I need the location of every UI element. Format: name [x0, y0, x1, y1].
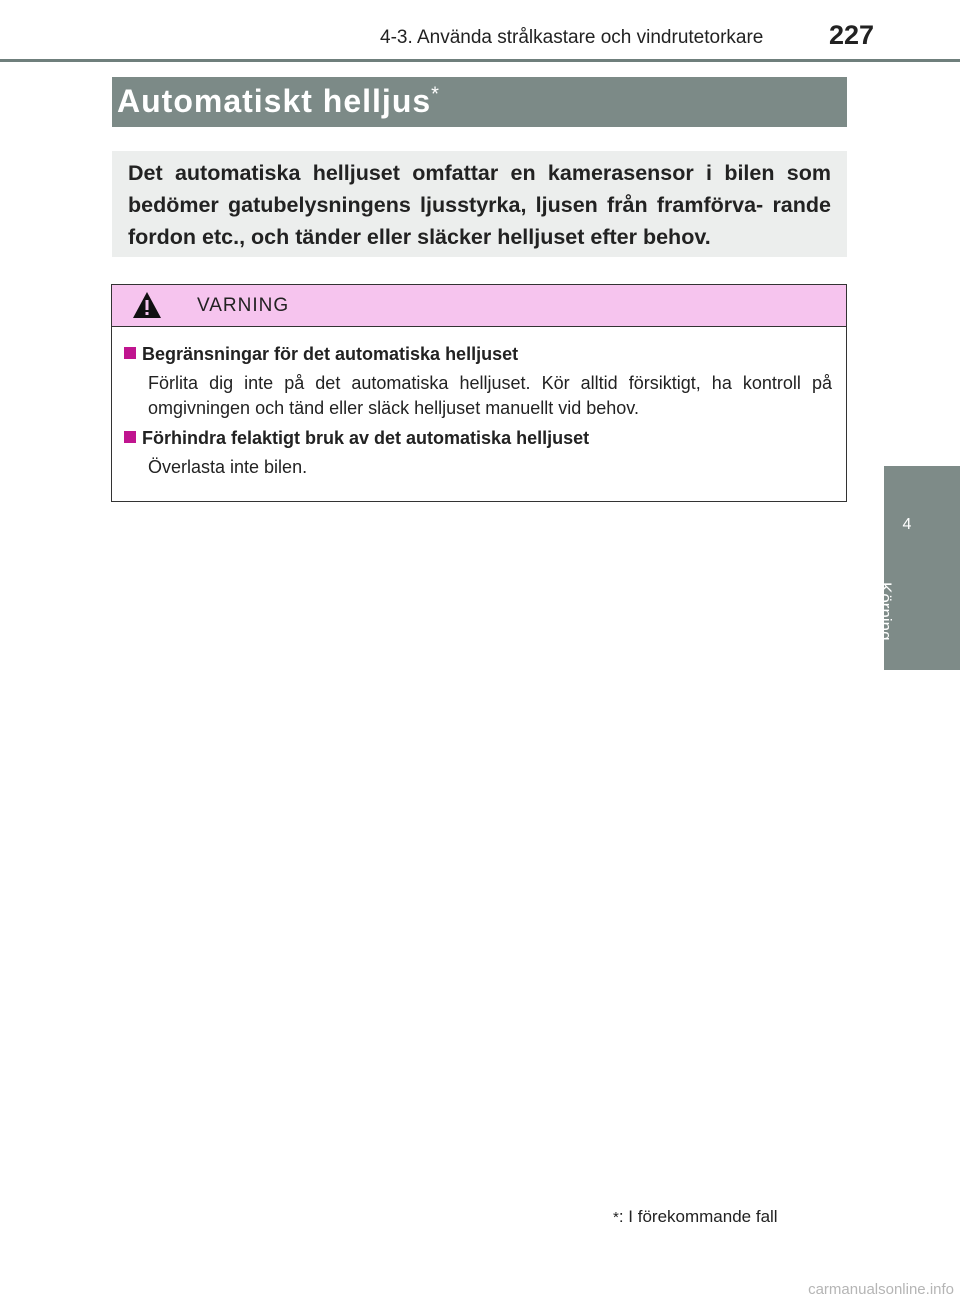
chapter-label: Körning [876, 582, 895, 641]
page-number: 227 [829, 20, 875, 50]
chapter-side-tab [884, 466, 960, 670]
footnote [613, 1207, 778, 1227]
running-header-section: 4-3. Använda strålkastare och vindrutetorkare [380, 27, 764, 48]
section-title: Automatiskt helljus* [117, 83, 440, 119]
footnote-text: : I förekommande fall [618, 1207, 778, 1226]
chapter-number: 4 [902, 516, 912, 533]
warning-header [112, 285, 846, 327]
page-header [0, 0, 960, 62]
warning-item-heading: Förhindra felaktigt bruk av det automatiska helljuset [124, 428, 589, 449]
warning-triangle-icon [132, 291, 162, 319]
warning-item-heading: Begränsningar för det automatiska helljuset [124, 344, 518, 365]
header-rule [0, 59, 960, 62]
intro-text: Det automatiska helljuset omfattar en kamerasensor i bilen som bedömer gatubelysningens ljusstyrka, ljusen från framförva- rande fordon etc., och tänder eller släcker helljuset efter behov. [128, 161, 831, 249]
footnote-asterisk: * [613, 1209, 619, 1226]
warning-label: VARNING [197, 295, 290, 316]
title-asterisk: * [431, 83, 440, 106]
warning-item-body: Förlita dig inte på det automatiska helljuset. Kör alltid försiktigt, ha kontroll på omgivningen och tänd eller släck helljuset manuellt vid behov. [148, 373, 832, 418]
intro-box [112, 151, 847, 257]
warning-item-body: Överlasta inte bilen. [148, 457, 308, 477]
section-title-bar [112, 77, 847, 127]
watermark: carmanualsonline.info [808, 1281, 954, 1298]
bullet-square-icon [124, 431, 136, 443]
bullet-square-icon [124, 347, 136, 359]
warning-box [111, 284, 847, 502]
